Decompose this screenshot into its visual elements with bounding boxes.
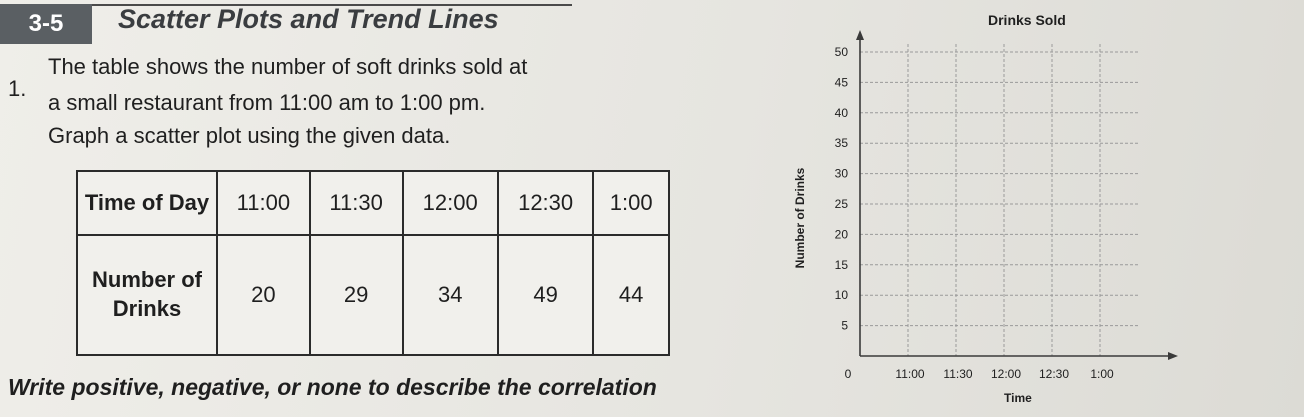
lesson-title: Scatter Plots and Trend Lines (118, 4, 499, 34)
x-axis-arrow (1168, 352, 1178, 360)
drinks-cell: 49 (498, 235, 593, 355)
drinks-data-table (76, 170, 670, 356)
chart-svg (776, 0, 1304, 417)
drinks-cell: 34 (403, 235, 498, 355)
x-axis-label: Time (1004, 391, 1032, 405)
number-of-drinks-header: Number of Drinks (77, 235, 217, 355)
y-axis-label: Number of Drinks (793, 167, 807, 269)
problem-text-line-1: The table shows the number of soft drinks sold at (48, 54, 528, 79)
problem-text-line-3: Graph a scatter plot using the given data. (48, 123, 451, 148)
correlation-instruction: Write positive, negative, or none to describe the correlation (8, 374, 657, 400)
drinks-cell: 20 (217, 235, 310, 355)
y-tick-label: 35 (834, 136, 848, 151)
y-tick-label: 20 (834, 227, 848, 242)
lesson-number-badge: 3-5 (0, 4, 92, 44)
y-tick-label: 40 (834, 105, 848, 120)
x-tick-label: 11:00 (895, 367, 925, 381)
chart-title: Drinks Sold (988, 12, 1066, 28)
y-tick-label: 50 (834, 45, 848, 59)
time-cell: 11:00 (217, 171, 310, 235)
y-tick-label: 25 (834, 197, 848, 211)
y-tick-label: 10 (834, 288, 848, 303)
x-tick-label: 12:00 (990, 367, 1022, 381)
origin-label: 0 (844, 367, 852, 381)
table-row-time (77, 171, 669, 235)
y-tick-label: 5 (841, 318, 848, 333)
problem-text-line-2: a small restaurant from 11:00 am to 1:00 pm. (48, 90, 486, 115)
x-tick-label: 12:30 (1038, 367, 1070, 381)
scatter-plot-grid (776, 0, 1304, 417)
time-cell: 11:30 (310, 171, 403, 235)
time-cell: 12:30 (498, 171, 593, 235)
time-of-day-header: Time of Day (77, 171, 217, 235)
y-tick-label: 15 (834, 257, 848, 272)
y-tick-label: 30 (834, 166, 848, 181)
y-tick-label: 45 (834, 75, 848, 90)
table-row-drinks (77, 235, 669, 355)
drinks-cell: 44 (593, 235, 669, 355)
x-tick-label: 11:30 (943, 367, 973, 381)
drinks-cell: 29 (310, 235, 403, 355)
x-tick-label: 1:00 (1090, 367, 1114, 381)
y-axis-arrow (856, 30, 864, 40)
problem-number: 1. (8, 76, 27, 101)
time-cell: 1:00 (593, 171, 669, 235)
time-cell: 12:00 (403, 171, 498, 235)
